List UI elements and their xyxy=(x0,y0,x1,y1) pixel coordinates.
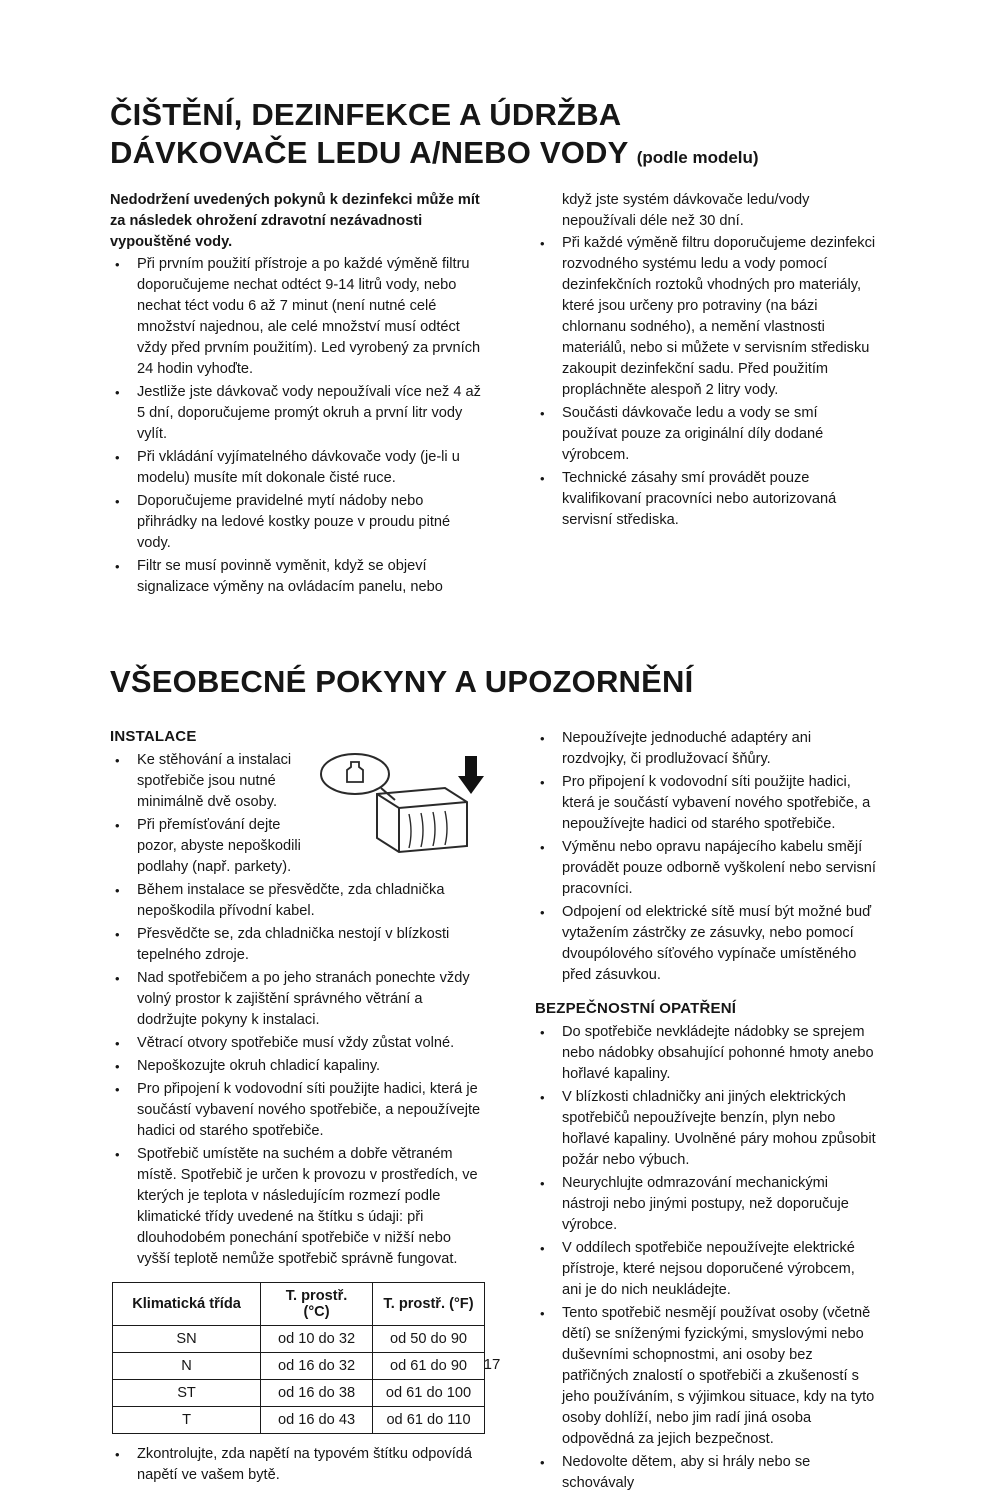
table-cell: od 16 do 43 xyxy=(261,1406,373,1433)
general-left-column xyxy=(110,728,485,1496)
cleaning-left-column xyxy=(110,190,485,600)
table-row xyxy=(113,1406,485,1433)
bullet-item: • Zkontrolujte, zda napětí na typovém štítku odpovídá napětí ve vašem bytě. xyxy=(110,1444,485,1486)
bullet-item: • Během instalace se přesvědčte, zda chladnička nepoškodila přívodní kabel. xyxy=(110,880,485,922)
bullet-item: • Spotřebič umístěte na suchém a dobře větraném místě. Spotřebič je určen k provozu v prostředích, ve kterých je teplota v následujícím rozmezí podle klimatické třídy uvedené na štítku s údaji: při dlouhodobém ponechání spotřebiče v nižší nebo vyšší teplotě nemůže spotřebič správně fungovat. xyxy=(110,1144,485,1270)
cleaning-right-bullet-list xyxy=(535,233,876,531)
table-header-cell: T. prostř. (°C) xyxy=(261,1282,373,1325)
bullet-item: • Doporučujeme pravidelné mytí nádoby nebo přihrádky na ledové kostky pouze v proudu pitné vody. xyxy=(110,491,485,554)
table-header-row xyxy=(113,1282,485,1325)
safety-heading: BEZPEČNOSTNÍ OPATŘENÍ xyxy=(535,999,737,1017)
table-header-cell: T. prostř. (°F) xyxy=(373,1282,485,1325)
safety-bullet-list xyxy=(535,1022,876,1494)
bullet-item: • Do spotřebiče nevkládejte nádobky se sprejem nebo nádobky obsahující pohonné hmoty anebo hořlavé kapaliny. xyxy=(535,1022,876,1085)
bullet-item: • Nad spotřebičem a po jeho stranách ponechte vždy volný prostor k zajištění správného větrání a dodržujte pokyny k instalaci. xyxy=(110,968,485,1031)
bullet-item: • Odpojení od elektrické sítě musí být možné buď vytažením zástrčky ze zásuvky, nebo pomocí dvoupólového síťového vypínače umístěného před zásuvkou. xyxy=(535,902,876,986)
table-row xyxy=(113,1379,485,1406)
bullet-item: • Nepoužívejte jednoduché adaptéry ani rozdvojky, či prodlužovací šňůry. xyxy=(535,728,876,770)
table-cell: od 16 do 32 xyxy=(261,1352,373,1379)
general-columns xyxy=(110,728,876,1496)
table-cell: od 10 do 32 xyxy=(261,1325,373,1352)
bullet-item: • V oddílech spotřebiče nepoužívejte elektrické přístroje, které nejsou doporučené výrobcem, ani je do nich neukládejte. xyxy=(535,1238,876,1301)
general-right-bullet-list xyxy=(535,728,876,986)
main-title-note: (podle modelu) xyxy=(636,147,759,167)
table-cell: od 16 do 38 xyxy=(261,1379,373,1406)
bullet-item: • Přesvědčte se, zda chladnička nestojí v blízkosti tepelného zdroje. xyxy=(110,924,485,966)
bullet-item: • Ke stěhování a instalaci spotřebiče jsou nutné minimálně dvě osoby. xyxy=(110,750,485,813)
table-cell: od 61 do 110 xyxy=(373,1406,485,1433)
bullet-item: • Při vkládání vyjímatelného dávkovače vody (je-li u modelu) musíte mít dokonale čisté ruce. xyxy=(110,447,485,489)
installation-bullet-list xyxy=(110,750,485,1270)
bullet-item: • Větrací otvory spotřebiče musí vždy zůstat volné. xyxy=(110,1033,485,1054)
bullet-item: • Pro připojení k vodovodní síti použijte hadici, která je součástí vybavení nového spotřebiče, a nepoužívejte hadici od starého spotřebiče. xyxy=(110,1079,485,1142)
bullet-item: • Tento spotřebič nesmějí používat osoby (včetně dětí) se sníženými fyzickými, smyslovými nebo duševními schopnostmi, ani osoby bez patřičných znalostí o spotřebiči a zkušeností s jeho používáním, s výjimkou situace, kdy na tyto osoby dohlíží, nebo jim radí jiná osoba odpovědná za jejich bezpečnost. xyxy=(535,1303,876,1450)
table-cell: SN xyxy=(113,1325,261,1352)
table-row xyxy=(113,1325,485,1352)
page-number: 17 xyxy=(483,1356,501,1373)
bullet-item: • Výměnu nebo opravu napájecího kabelu smějí provádět pouze odborně vyškolení nebo servisní pracovníci. xyxy=(535,837,876,900)
cleaning-left-bullet-list xyxy=(110,254,485,598)
table-header-cell: Klimatická třída xyxy=(113,1282,261,1325)
general-section-title: VŠEOBECNÉ POKYNY A UPOZORNĚNÍ xyxy=(110,663,694,699)
bullet-item: • Jestliže jste dávkovač vody nepoužívali více než 4 až 5 dní, doporučujeme promýt okruh a první litr vody vylít. xyxy=(110,382,485,445)
main-title xyxy=(110,96,876,172)
bullet-item: • Při každé výměně filtru doporučujeme dezinfekci rozvodného systému ledu a vody pomocí dezinfekčních roztoků vhodných pro materiály, které jsou určeny pro potraviny (na bázi chlornanu sodného), a nemění vlastnosti materiálů, nebo si můžete v servisním středisku zakoupit dezinfekční sadu. Před použitím propláchněte alespoň 2 litry vody. xyxy=(535,233,876,401)
table-cell: T xyxy=(113,1406,261,1433)
bullet-item: • Součásti dávkovače ledu a vody se smí používat pouze za originální díly dodané výrobcem. xyxy=(535,403,876,466)
after-table-bullet-list xyxy=(110,1444,485,1486)
bullet-item: • Nepoškozujte okruh chladicí kapaliny. xyxy=(110,1056,485,1077)
bullet-item: • Při přemísťování dejte pozor, abyste nepoškodili podlahy (např. parkety). xyxy=(110,815,485,878)
main-title-line1: ČIŠTĚNÍ, DEZINFEKCE A ÚDRŽBA xyxy=(110,97,622,132)
intro-paragraph: Nedodržení uvedených pokynů k dezinfekci může mít za následek ohrožení zdravotní nezávadnosti vypouštěné vody. xyxy=(110,191,480,250)
table-cell: od 61 do 100 xyxy=(373,1379,485,1406)
table-cell: od 50 do 90 xyxy=(373,1325,485,1352)
cleaning-right-column xyxy=(535,190,876,600)
general-right-column xyxy=(535,728,876,1496)
bullet-item: • Neurychlujte odmrazování mechanickými nástroji nebo jinými postupy, než doporučuje výrobce. xyxy=(535,1173,876,1236)
bullet-item: • Nedovolte dětem, aby si hrály nebo se schovávaly xyxy=(535,1452,876,1494)
continuation-text: když jste systém dávkovače ledu/vody nepoužívali déle než 30 dní. xyxy=(562,191,810,229)
table-cell: N xyxy=(113,1352,261,1379)
main-title-line2: DÁVKOVAČE LEDU A/NEBO VODY xyxy=(110,134,628,170)
installation-heading: INSTALACE xyxy=(110,727,197,745)
bullet-item: • Při prvním použití přístroje a po každé výměně filtru doporučujeme nechat odtéct 9-14 litrů vody, nebo nechat téct vodu 6 až 7 minut (není nutné celé množství najednou, ale celé množství musí odtéct vždy před prvním použitím). Led vyrobený za prvních 24 hodin vyhoďte. xyxy=(110,254,485,380)
bullet-item: • V blízkosti chladničky ani jiných elektrických spotřebičů nepoužívejte benzín, plyn nebo hořlavé kapaliny. Uvolněné páry mohou způsobit požár nebo výbuch. xyxy=(535,1087,876,1171)
bullet-item: • Filtr se musí povinně vyměnit, když se objeví signalizace výměny na ovládacím panelu, nebo xyxy=(110,556,485,598)
table-cell: ST xyxy=(113,1379,261,1406)
bullet-item: • Technické zásahy smí provádět pouze kvalifikovaní pracovníci nebo autorizovaná servisní střediska. xyxy=(535,468,876,531)
cleaning-columns xyxy=(110,190,876,600)
table-cell: od 61 do 90 xyxy=(373,1352,485,1379)
bullet-item: • Pro připojení k vodovodní síti použijte hadici, která je součástí vybavení nového spotřebiče, a nepoužívejte hadici od starého spotřebiče. xyxy=(535,772,876,835)
